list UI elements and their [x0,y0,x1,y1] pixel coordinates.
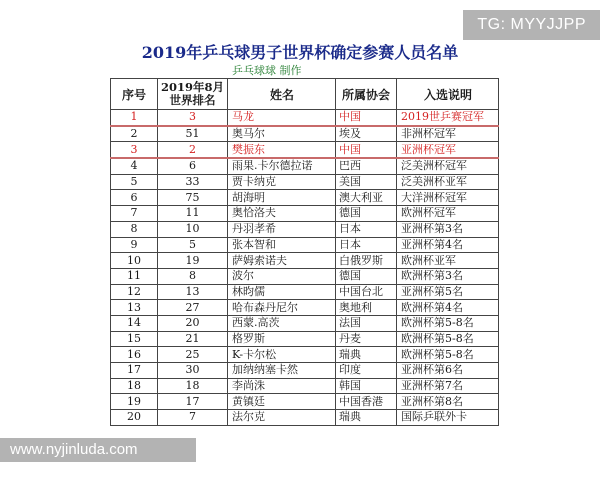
cell-note: 泛美洲杯亚军 [397,174,499,190]
cell-rank: 75 [158,190,228,206]
cell-association: 丹麦 [336,331,397,347]
cell-note: 泛美洲杯冠军 [397,158,499,174]
cell-note: 欧洲杯第5-8名 [397,347,499,363]
header-index: 序号 [111,79,158,110]
cell-rank: 2 [158,142,228,158]
cell-note: 亚洲杯第5名 [397,284,499,300]
cell-index: 1 [111,110,158,126]
cell-note: 国际乒联外卡 [397,410,499,426]
table-row [111,110,499,126]
cell-note: 大洋洲杯冠军 [397,190,499,206]
cell-index: 2 [111,126,158,142]
table-row [111,174,499,190]
cell-note: 亚洲杯第7名 [397,378,499,394]
cell-index: 13 [111,300,158,316]
header-name: 姓名 [228,79,336,110]
cell-association: 日本 [336,237,397,253]
cell-association: 德国 [336,206,397,222]
cell-name: 哈布森丹尼尔 [228,300,336,316]
cell-name: 丹羽孝希 [228,221,336,237]
cell-index: 9 [111,237,158,253]
cell-rank: 5 [158,237,228,253]
header-rank-line1: 2019年8月 [161,80,225,94]
cell-index: 12 [111,284,158,300]
cell-association: 中国 [336,142,397,158]
table-body [111,110,499,426]
cell-association: 奥地利 [336,300,397,316]
cell-association: 美国 [336,174,397,190]
table-row [111,315,499,331]
cell-rank: 51 [158,126,228,142]
cell-rank: 18 [158,378,228,394]
cell-note: 亚洲杯第6名 [397,363,499,379]
cell-name: 黄镇廷 [228,394,336,410]
cell-index: 17 [111,363,158,379]
cell-name: 萨姆索诺夫 [228,253,336,269]
cell-index: 11 [111,268,158,284]
cell-name: K-卡尔松 [228,347,336,363]
table-row [111,142,499,158]
table-row [111,331,499,347]
cell-name: 格罗斯 [228,331,336,347]
header-note: 入选说明 [397,79,499,110]
cell-rank: 27 [158,300,228,316]
cell-note: 欧洲杯冠军 [397,206,499,222]
cell-index: 14 [111,315,158,331]
cell-association: 巴西 [336,158,397,174]
watermark-website: www.nyjinluda.com [0,438,196,462]
cell-note: 非洲杯冠军 [397,126,499,142]
cell-rank: 13 [158,284,228,300]
cell-association: 德国 [336,268,397,284]
cell-name: 西蒙.高茨 [228,315,336,331]
watermark-telegram: TG: MYYJJPP [463,10,600,40]
cell-name: 樊振东 [228,142,336,158]
cell-rank: 25 [158,347,228,363]
cell-name: 张本智和 [228,237,336,253]
cell-association: 中国香港 [336,394,397,410]
cell-association: 印度 [336,363,397,379]
cell-name: 波尔 [228,268,336,284]
cell-rank: 3 [158,110,228,126]
table-row [111,221,499,237]
cell-index: 3 [111,142,158,158]
cell-association: 瑞典 [336,347,397,363]
cell-association: 瑞典 [336,410,397,426]
cell-association: 中国 [336,110,397,126]
table-row [111,268,499,284]
table-row [111,410,499,426]
table-header-row [111,79,499,110]
cell-index: 5 [111,174,158,190]
cell-index: 6 [111,190,158,206]
cell-name: 林昀儒 [228,284,336,300]
cell-rank: 8 [158,268,228,284]
table-row [111,363,499,379]
cell-index: 8 [111,221,158,237]
table-row [111,300,499,316]
cell-association: 法国 [336,315,397,331]
cell-note: 亚洲杯第4名 [397,237,499,253]
table-row [111,126,499,142]
cell-association: 埃及 [336,126,397,142]
cell-index: 7 [111,206,158,222]
header-rank-line2: 世界排名 [169,93,216,107]
cell-index: 20 [111,410,158,426]
cell-association: 韩国 [336,378,397,394]
cell-index: 18 [111,378,158,394]
cell-note: 欧洲杯第5-8名 [397,315,499,331]
cell-index: 4 [111,158,158,174]
table-row [111,158,499,174]
table-row [111,190,499,206]
table-row [111,237,499,253]
cell-rank: 11 [158,206,228,222]
cell-rank: 10 [158,221,228,237]
cell-rank: 33 [158,174,228,190]
cell-index: 10 [111,253,158,269]
cell-note: 欧洲杯亚军 [397,253,499,269]
cell-name: 法尔克 [228,410,336,426]
table-row [111,378,499,394]
cell-index: 16 [111,347,158,363]
cell-note: 欧洲杯第4名 [397,300,499,316]
cell-association: 中国台北 [336,284,397,300]
cell-note: 欧洲杯第3名 [397,268,499,284]
header-association: 所属协会 [336,79,397,110]
cell-rank: 17 [158,394,228,410]
document-subtitle: 乒乓球球 制作 [232,64,302,77]
roster-table [110,78,499,426]
table-row [111,284,499,300]
cell-rank: 21 [158,331,228,347]
cell-note: 欧洲杯第5-8名 [397,331,499,347]
document-title: 2019年乒乓球男子世界杯确定参赛人员名单 [141,43,459,62]
cell-note: 亚洲杯第8名 [397,394,499,410]
cell-association: 澳大利亚 [336,190,397,206]
cell-name: 李尚洙 [228,378,336,394]
header-rank [158,79,228,110]
cell-rank: 20 [158,315,228,331]
table-row [111,347,499,363]
cell-index: 15 [111,331,158,347]
cell-rank: 6 [158,158,228,174]
table-row [111,253,499,269]
cell-name: 奥恰洛夫 [228,206,336,222]
cell-note: 亚洲杯第3名 [397,221,499,237]
cell-note: 亚洲杯冠军 [397,142,499,158]
cell-association: 日本 [336,221,397,237]
table-row [111,394,499,410]
cell-name: 雨果.卡尔德拉诺 [228,158,336,174]
cell-note: 2019世乒赛冠军 [397,110,499,126]
cell-name: 马龙 [228,110,336,126]
cell-index: 19 [111,394,158,410]
cell-rank: 7 [158,410,228,426]
cell-name: 奥马尔 [228,126,336,142]
cell-name: 贾卡纳克 [228,174,336,190]
cell-name: 胡海明 [228,190,336,206]
cell-name: 加纳纳塞卡然 [228,363,336,379]
table-row [111,206,499,222]
cell-rank: 30 [158,363,228,379]
cell-association: 白俄罗斯 [336,253,397,269]
cell-rank: 19 [158,253,228,269]
